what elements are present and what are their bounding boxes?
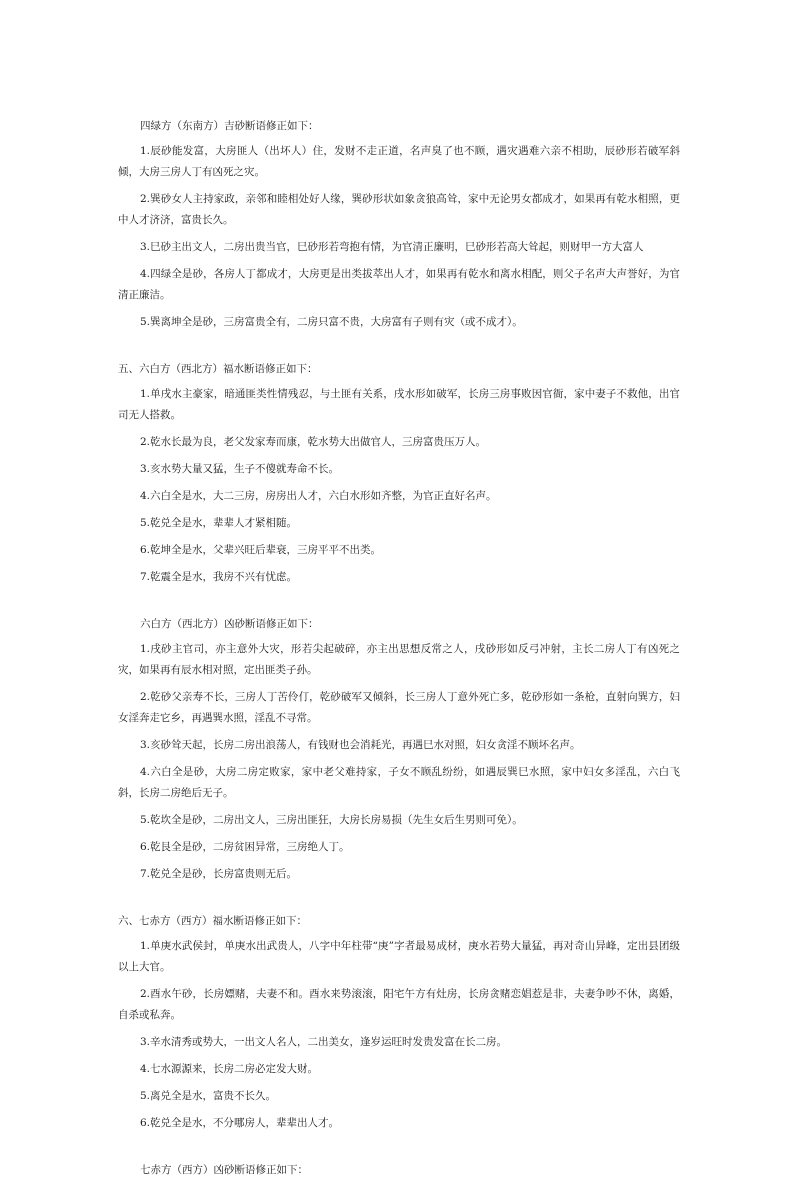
paragraph: 2.乾砂父亲寿不长，三房人丁苦伶仃，乾砂破军又倾斜，长三房人丁意外死亡多，乾砂形如一条枪，直射向巽方，妇女淫奔走它乡，再遇巽水照，淫乱不寻常。: [118, 691, 680, 724]
section-spacer: [118, 339, 680, 361]
section-sixu-jisha: [118, 118, 680, 333]
section-heading: 四绿方（东南方）吉砂断语修正如下：: [140, 120, 319, 132]
section-qichi-xiongsha: [118, 1162, 680, 1178]
paragraph: 6.乾坤全是水，父辈兴旺后辈衰，三房平平不出类。: [140, 544, 382, 556]
paragraph: 1.辰砂能发富，大房匪人（出坏人）住，发财不走正道，名声臭了也不顾，遇灾遇难六亲不相助，辰砂形若破军斜倾，大房三房人丁有凶死之灾。: [118, 145, 680, 178]
section-heading: 六白方（西北方）凶砂断语修正如下：: [140, 618, 319, 630]
paragraph: 2.乾水长最为良，老父发家寿而康，乾水势大出做官人，三房富贵压万人。: [140, 436, 487, 448]
section-liubai-xiongsha: [118, 616, 680, 885]
paragraph: 1.戌砂主官司，亦主意外大灾，形若尖起破碎，亦主出思想反常之人，戌砂形如反弓冲射，主长二房人丁有凶死之灾，如果再有辰水相对照，定出匪类子孙。: [118, 643, 680, 676]
section-spacer: [118, 891, 680, 913]
paragraph: 1.单庚水武侯封，单庚水出武贵人，八字中年柱带“庚”字者最易成材，庚水若势大量猛，再对奇山异峰，定出县团级以上大官。: [118, 940, 680, 973]
paragraph: 5.巽离坤全是砂，三房富贵全有，二房只富不贵，大房富有子则有灾（或不成才）。: [140, 316, 523, 328]
paragraph: 4.七水源源来，长房二房必定发大财。: [140, 1063, 319, 1075]
section-heading: 七赤方（西方）凶砂断语修正如下：: [140, 1164, 308, 1176]
paragraph: 3.亥砂耸天起，长房二房出浪荡人，有钱财也会消耗光，再遇巳水对照，妇女贪淫不顾坏名声。: [140, 739, 581, 751]
paragraph: 3.辛水清秀或势大，一出文人名人，二出美女，逢岁运旺时发贵发富在长二房。: [140, 1036, 508, 1048]
section-liubai-fushui: [118, 361, 680, 588]
paragraph: 3.巳砂主出文人，二房出贵当官，巳砂形若弯抱有情，为官清正廉明，巳砂形若高大耸起，则财甲一方大富人: [140, 241, 644, 253]
paragraph: 2.酉水午砂，长房嫖赌，夫妻不和。酉水来势滚滚，阳宅午方有灶房，长房贪赌恋娼惹是非，夫妻争吵不休，离婚，自杀或私奔。: [118, 988, 680, 1021]
section-spacer: [118, 1140, 680, 1162]
paragraph: 3.亥水势大量又猛，生子不傻就寿命不长。: [140, 463, 340, 475]
section-heading: 六、七赤方（西方）福水断语修正如下：: [118, 915, 307, 927]
paragraph: 2.巽砂女人主持家政，亲邻和睦相处好人缘，巽砂形状如象贪狼高耸，家中无论男女都成才，如果再有乾水相照，更中人才济济，富贵长久。: [118, 193, 680, 226]
section-spacer: [118, 594, 680, 616]
section-qichi-fushui: [118, 913, 680, 1134]
paragraph: 5.离兑全是水，富贵不长久。: [140, 1090, 277, 1102]
paragraph: 4.六白全是砂，大房二房定败家，家中老父难持家，子女不顾乱纷纷，如遇辰巽巳水照，家中妇女多淫乱，六白飞斜，长房二房绝后无子。: [118, 766, 680, 799]
paragraph: 1.单戌水主豪家，暗通匪类性情残忍，与土匪有关系，戌水形如破军，长房三房事败因官衙，家中妻子不救他，出官司无人搭救。: [118, 388, 680, 421]
paragraph: 4.六白全是水，大二三房，房房出人才，六白水形如齐整，为官正直好名声。: [140, 490, 497, 502]
section-heading: 五、六白方（西北方）福水断语修正如下：: [118, 363, 318, 375]
paragraph: 7.乾震全是水，我房不兴有忧虑。: [140, 571, 298, 583]
paragraph: 4.四绿全是砂，各房人丁都成才，大房更是出类拔萃出人才，如果再有乾水和离水相配，则父子名声大声誉好，为官清正廉洁。: [118, 268, 680, 301]
paragraph: 6.乾兑全是水，不分哪房人，辈辈出人才。: [140, 1117, 340, 1129]
paragraph: 6.乾艮全是砂，二房贫困异常，三房绝人丁。: [140, 841, 350, 853]
document-body: [118, 118, 680, 1185]
paragraph: 5.乾坎全是砂，二房出文人，三房出匪狂，大房长房易损（先生女后生男则可免）。: [140, 814, 523, 826]
paragraph: 7.乾兑全是砂，长房富贵则无后。: [140, 868, 298, 880]
paragraph: 5.乾兑全是水，辈辈人才紧相随。: [140, 517, 298, 529]
